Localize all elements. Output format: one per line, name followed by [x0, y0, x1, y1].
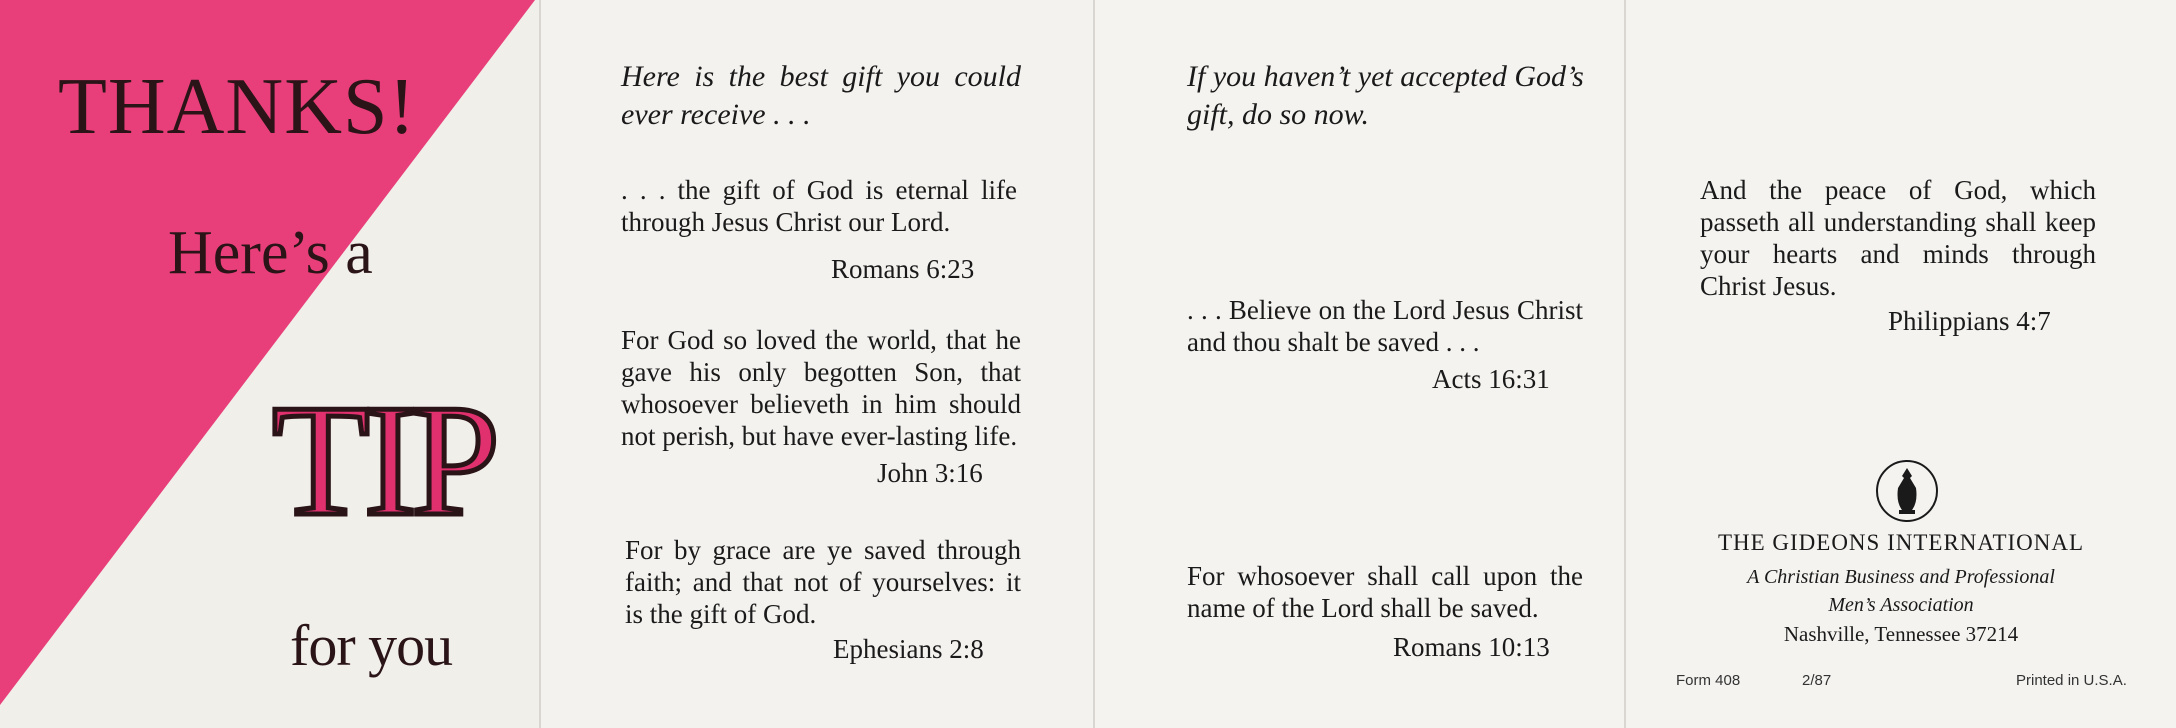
gideons-panel — [1626, 0, 2176, 728]
ref-ephesians-2-8: Ephesians 2:8 — [833, 634, 984, 664]
verse-philippians-4-7: And the peace of God, which passeth all understanding shall keep your hearts and minds through Christ Jesus. — [1700, 175, 2096, 301]
form-number: Form 408 — [1676, 672, 1741, 689]
print-date: 2/87 — [1802, 672, 1832, 689]
org-city: Nashville, Tennessee 37214 — [1783, 622, 2019, 646]
cover-thanks: THANKS! — [58, 63, 417, 151]
org-name: THE GIDEONS INTERNATIONAL — [1717, 530, 2085, 555]
verse-john-3-16: For God so loved the world, that he gave his only begotten Son, that whosoever believeth in him should not perish, but have ever-lasting life. — [621, 325, 1021, 451]
gift-panel — [541, 0, 1094, 728]
verse-acts-16-31: . . . Believe on the Lord Jesus Christ and thou shalt be saved . . . — [1187, 295, 1583, 357]
ref-john-3-16: John 3:16 — [877, 458, 983, 488]
org-description-1: A Christian Business and Professional — [1747, 566, 2055, 588]
org-description-2: Men’s Association — [1828, 594, 1974, 616]
cover-tip: TIP — [272, 371, 494, 549]
panel3-heading: If you haven’t yet accepted God’s gift, do so now. — [1187, 60, 1584, 131]
verse-ephesians-2-8: For by grace are ye saved through faith; and that not of yourselves: it is the gift of God. — [625, 535, 1021, 629]
cover-panel — [0, 0, 540, 728]
accept-panel — [1095, 0, 1625, 728]
panel2-heading: Here is the best gift you could ever receive . . . — [621, 60, 1021, 131]
ref-romans-10-13: Romans 10:13 — [1393, 632, 1550, 662]
verse-romans-6-23: . . . the gift of God is eternal life through Jesus Christ our Lord. — [621, 175, 1017, 237]
printed-in: Printed in U.S.A. — [2016, 672, 2127, 689]
ref-romans-6-23: Romans 6:23 — [831, 254, 975, 284]
gideons-pitcher-icon — [1874, 458, 1940, 524]
cover-for-you: for you — [290, 613, 453, 678]
ref-philippians-4-7: Philippians 4:7 — [1888, 306, 2051, 336]
verse-romans-10-13: For whosoever shall call upon the name of the Lord shall be saved. — [1187, 561, 1583, 623]
ref-acts-16-31: Acts 16:31 — [1432, 364, 1550, 394]
cover-heres-a: Here’s a — [168, 219, 373, 287]
